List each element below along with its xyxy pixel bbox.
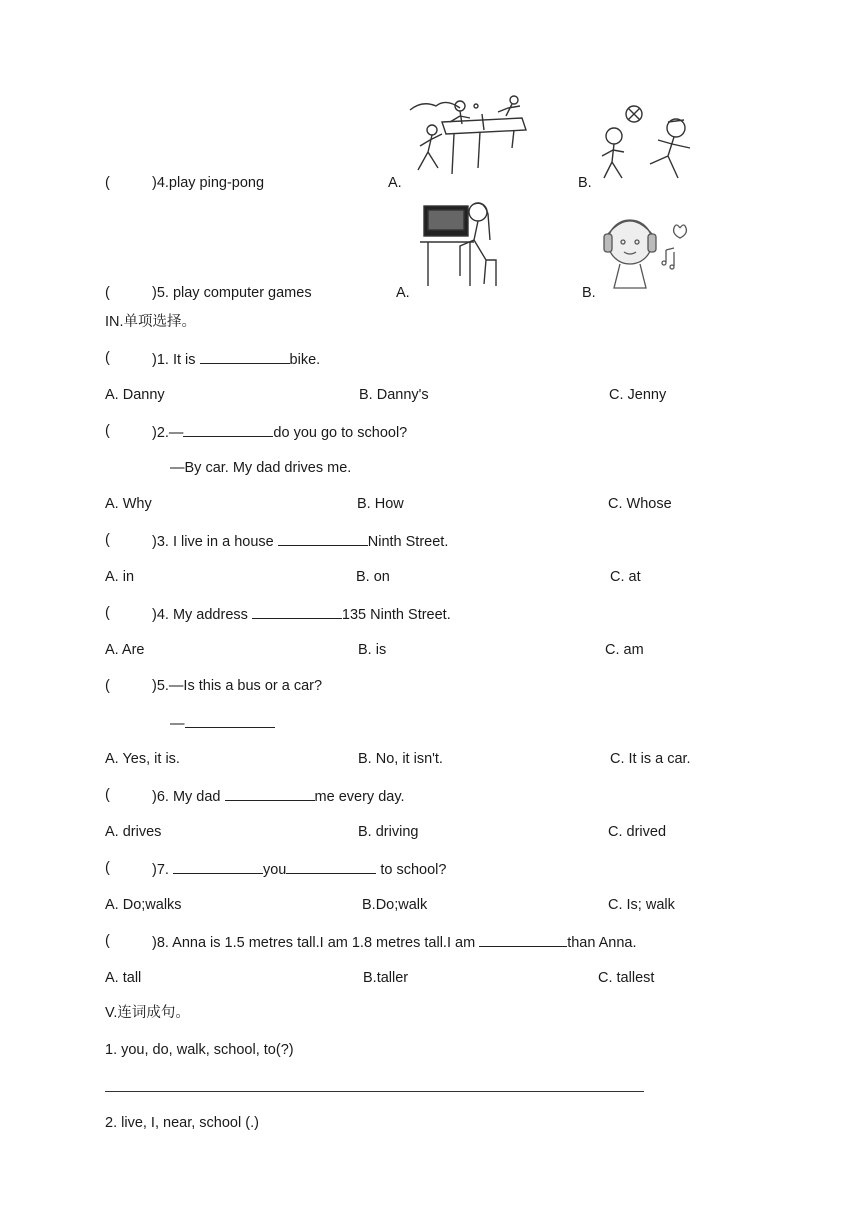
answer-blank <box>252 604 342 619</box>
answer-blank <box>173 859 263 874</box>
option-a: A. Do;walks <box>105 897 182 913</box>
question-7: )7. you to school? <box>152 859 446 879</box>
option-a: A. in <box>105 569 135 585</box>
option-c: C. am <box>605 642 644 658</box>
option-c: C. at <box>610 569 641 585</box>
option-b: B. How <box>357 496 404 512</box>
answer-paren: ( <box>105 605 110 621</box>
option-a: A. drives <box>105 824 162 840</box>
option-c: C. Is; walk <box>608 897 675 913</box>
question-2: )2.— do you go to school? <box>152 422 407 442</box>
ping-pong-players-picture <box>402 94 530 186</box>
question-8: )8. Anna is 1.5 metres tall.I am 1.8 metres tall.I am than Anna. <box>152 932 637 952</box>
question-4: )4. My address 135 Ninth Street. <box>152 604 451 624</box>
option-a: A. tall <box>105 970 142 986</box>
answer-blank <box>278 531 368 546</box>
option-a: A. Danny <box>105 387 165 403</box>
section-title: V.连词成句。 <box>105 1005 190 1021</box>
girl-listening-music-picture <box>596 210 692 298</box>
kids-playing-football-picture <box>594 100 706 188</box>
option-b: B. on <box>356 569 390 585</box>
option-c: C. Jenny <box>609 387 667 403</box>
option-b: B. No, it isn't. <box>358 751 443 767</box>
question-text: )4.play ping-pong <box>152 175 265 191</box>
question-1: )1. It is bike. <box>152 349 320 369</box>
answer-blank <box>183 422 273 437</box>
question-5: )5.—Is this a bus or a car? <box>152 678 323 694</box>
option-a: A. Yes, it is. <box>105 751 180 767</box>
answer-blank <box>185 713 275 728</box>
option-b: B. Danny's <box>359 387 429 403</box>
option-b: B.taller <box>363 970 409 986</box>
option-c: C. tallest <box>598 970 655 986</box>
answer-blank <box>200 349 290 364</box>
option-b: B.Do;walk <box>362 897 428 913</box>
answer-paren: ( <box>105 532 110 548</box>
option-b-label: B. <box>582 285 596 301</box>
reply-text: —By car. My dad drives me. <box>170 460 352 476</box>
reorder-item: 1. you, do, walk, school, to(?) <box>105 1042 294 1058</box>
option-c: C. drived <box>608 824 667 840</box>
option-b: B. is <box>358 642 387 658</box>
option-a: A. Are <box>105 642 145 658</box>
answer-blank <box>479 932 567 947</box>
answer-line <box>105 1091 644 1092</box>
option-a-label: A. <box>396 285 410 301</box>
answer-paren: ( <box>105 423 110 439</box>
answer-paren: ( <box>105 350 110 366</box>
option-a: A. Why <box>105 496 152 512</box>
option-b-label: B. <box>578 175 592 191</box>
answer-paren: ( <box>105 787 110 803</box>
reply-text: — <box>170 713 275 733</box>
question-6: )6. My dad me every day. <box>152 786 405 806</box>
answer-paren: ( <box>105 678 110 694</box>
section-title: IN.单项选择。 <box>105 314 197 330</box>
reorder-item: 2. live, I, near, school (.) <box>105 1115 259 1131</box>
answer-paren: ( <box>105 933 110 949</box>
answer-blank <box>225 786 315 801</box>
option-c: C. It is a car. <box>610 751 691 767</box>
option-a-label: A. <box>388 175 402 191</box>
answer-blank <box>286 859 376 874</box>
answer-paren: ( <box>105 285 110 301</box>
question-text: )5. play computer games <box>152 285 312 301</box>
answer-paren: ( <box>105 175 110 191</box>
option-c: C. Whose <box>608 496 672 512</box>
person-at-computer-picture <box>414 200 506 292</box>
option-b: B. driving <box>358 824 419 840</box>
question-3: )3. I live in a house Ninth Street. <box>152 531 448 551</box>
answer-paren: ( <box>105 860 110 876</box>
